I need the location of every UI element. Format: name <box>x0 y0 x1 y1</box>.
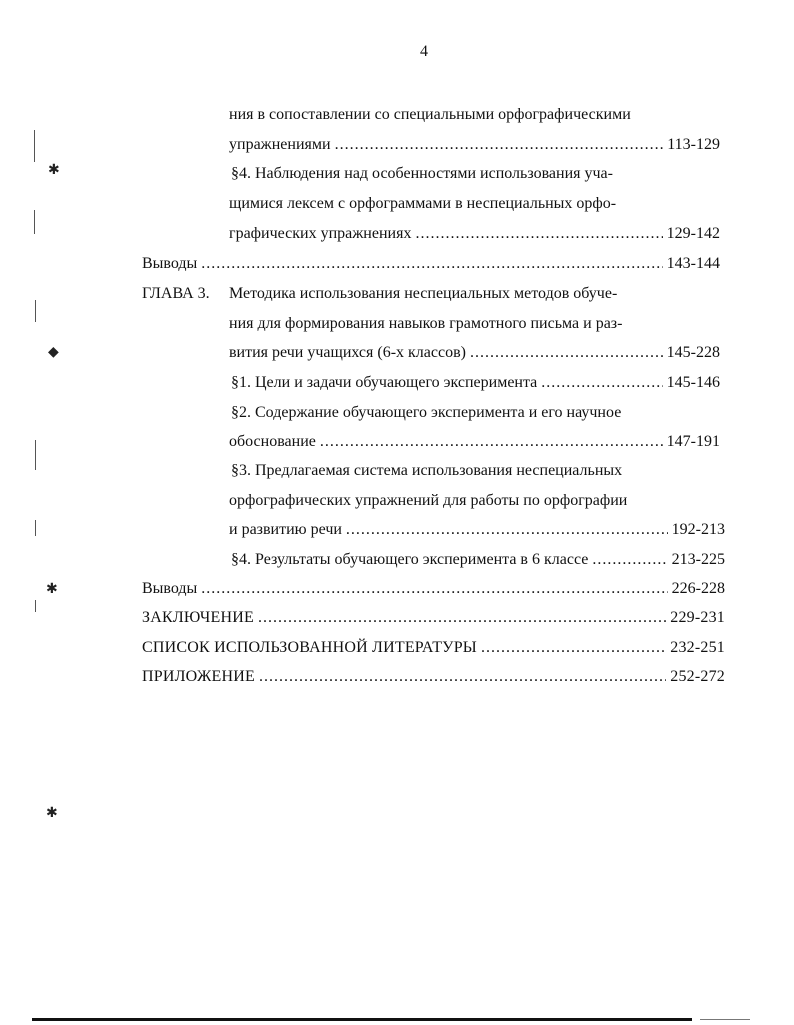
scan-tick <box>35 600 36 612</box>
toc-entry-pages: 145-146 <box>666 374 720 391</box>
page-number: 4 <box>420 43 428 60</box>
toc-line: Методика использования неспециальных методов обуче- <box>229 285 618 302</box>
toc-line: орфографических упражнений для работы по орфографии <box>229 492 628 509</box>
toc-entry-appendix <box>142 666 725 688</box>
dot-leader <box>470 342 663 364</box>
dot-leader <box>415 223 662 245</box>
toc-entry-title: §1. Цели и задачи обучающего эксперимента <box>231 374 538 391</box>
toc-entry-pages: 232-251 <box>670 639 725 656</box>
binding-mark-icon: ◆ <box>48 344 59 360</box>
toc-entry-pages: 226-228 <box>671 580 725 597</box>
dot-leader <box>335 134 664 156</box>
toc-entry-chapter3 <box>229 342 720 364</box>
toc-entry-title: и развитию речи <box>229 521 342 538</box>
binding-mark-icon: ✱ <box>46 581 58 597</box>
scan-tick <box>35 520 36 536</box>
toc-entry-pages: 129-142 <box>666 225 720 242</box>
toc-line-continuation: ния в сопоставлении со специальными орфографическими <box>229 106 631 123</box>
toc-line: §4. Наблюдения над особенностями использования уча- <box>231 165 613 182</box>
toc-entry-title: обоснование <box>229 433 316 450</box>
scan-tick <box>35 440 36 470</box>
scan-bottom-edge <box>32 1018 692 1021</box>
scan-tick <box>34 210 35 234</box>
dot-leader <box>346 519 668 541</box>
toc-entry-pages: 145-228 <box>666 344 720 361</box>
toc-entry-title: упражнениями <box>229 136 331 153</box>
toc-entry-title: графических упражнениях <box>229 225 412 242</box>
dot-leader <box>258 607 666 629</box>
toc-entry-section1 <box>231 372 720 394</box>
toc-entry-exercises <box>229 134 720 156</box>
toc-entry-pages: 192-213 <box>671 521 725 538</box>
toc-entry-section4 <box>229 223 720 245</box>
binding-mark-icon: ✱ <box>48 162 60 178</box>
toc-entry-pages: 113-129 <box>667 136 720 153</box>
toc-entry-title: ЗАКЛЮЧЕНИЕ <box>142 609 254 626</box>
toc-entry-conclusions-ch2 <box>142 253 720 275</box>
toc-entry-title: СПИСОК ИСПОЛЬЗОВАННОЙ ЛИТЕРАТУРЫ <box>142 639 477 656</box>
toc-entry-pages: 213-225 <box>671 551 725 568</box>
toc-entry-conclusion <box>142 607 725 629</box>
toc-entry-title: §4. Результаты обучающего эксперимента в 6 классе <box>231 551 589 568</box>
dot-leader <box>592 549 667 571</box>
scan-tick <box>34 130 35 162</box>
toc-entry-pages: 252-272 <box>670 668 725 685</box>
toc-entry-title: Выводы <box>142 255 198 272</box>
dot-leader <box>481 637 666 659</box>
dot-leader <box>201 578 667 600</box>
chapter-label: ГЛАВА 3. <box>142 285 210 302</box>
dot-leader <box>320 431 663 453</box>
toc-entry-pages: 229-231 <box>670 609 725 626</box>
scan-bottom-edge <box>700 1019 750 1020</box>
scan-tick <box>35 300 36 322</box>
toc-entry-pages: 143-144 <box>666 255 720 272</box>
toc-entry-section2 <box>229 431 720 453</box>
dot-leader <box>541 372 662 394</box>
toc-line: §3. Предлагаемая система использования неспециальных <box>231 462 623 479</box>
dot-leader <box>201 253 662 275</box>
toc-entry-conclusions-ch3 <box>142 578 725 600</box>
toc-entry-bibliography <box>142 637 725 659</box>
toc-entry-title: ПРИЛОЖЕНИЕ <box>142 668 256 685</box>
toc-line: щимися лексем с орфограммами в неспециальных орфо- <box>229 195 617 212</box>
toc-entry-title: Выводы <box>142 580 198 597</box>
dot-leader <box>259 666 666 688</box>
toc-entry-pages: 147-191 <box>666 433 720 450</box>
toc-entry-title: вития речи учащихся (6-х классов) <box>229 344 466 361</box>
toc-line: §2. Содержание обучающего эксперимента и его научное <box>231 404 622 421</box>
toc-entry-section3 <box>229 519 725 541</box>
toc-entry-section4-ch3 <box>231 549 725 571</box>
binding-mark-icon: ✱ <box>46 805 58 821</box>
toc-line: ния для формирования навыков грамотного письма и раз- <box>229 315 623 332</box>
